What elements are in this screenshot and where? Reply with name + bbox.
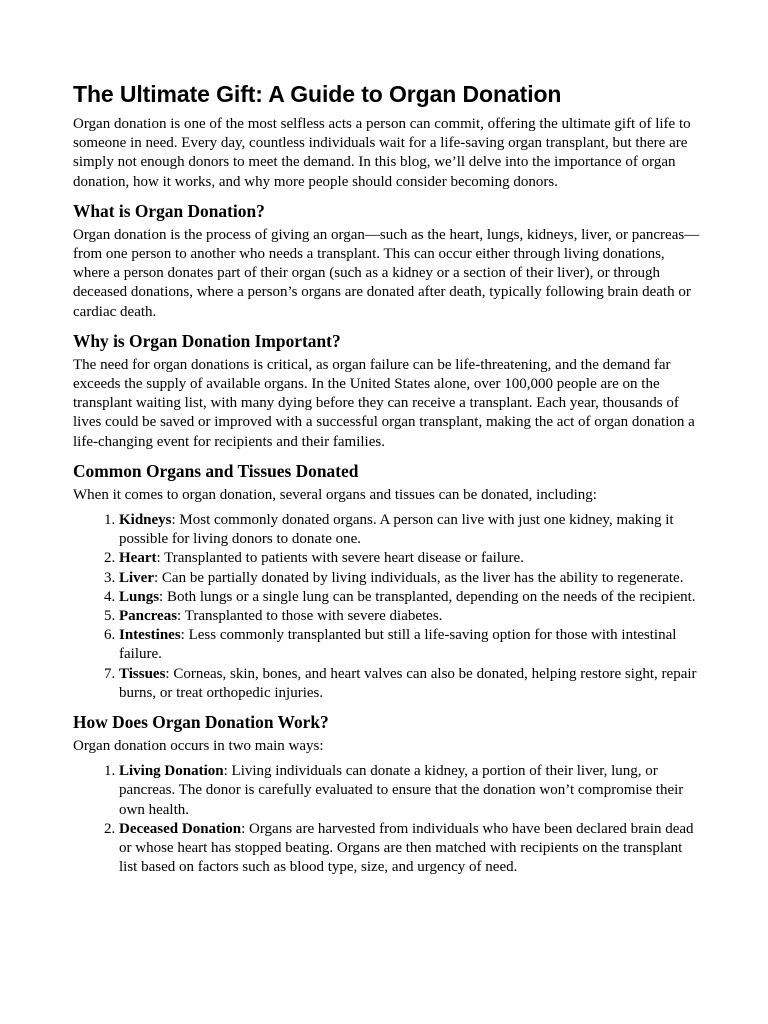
- section-heading-how: How Does Organ Donation Work?: [73, 712, 329, 733]
- list-item: [119, 665, 701, 703]
- list-item-desc: : Organs are harvested from individuals who have been declared brain dead or whose heart has stopped beating. Organs are then matched with recipients on the transplant list based on factors such as blood type, size, and urgency of need.: [119, 820, 694, 876]
- section-intro-common: When it comes to organ donation, several organs and tissues can be donated, including:: [73, 486, 597, 503]
- list-item-desc: : Corneas, skin, bones, and heart valves can also be donated, helping restore sight, repair burns, or treat orthopedic injuries.: [119, 665, 697, 701]
- article: [73, 80, 701, 884]
- list-item-term: Pancreas: [119, 608, 178, 625]
- list-item: [119, 762, 701, 820]
- list-item: [119, 588, 701, 607]
- list-item-desc: : Transplanted to those with severe diabetes.: [177, 608, 443, 625]
- page-title: The Ultimate Gift: A Guide to Organ Donation: [73, 81, 562, 107]
- section-body-what: Organ donation is the process of giving an organ—such as the heart, lungs, kidneys, liver, or pancreas—from one person to another who needs a transplant. This can occur either through living donations, where a person donates part of their organ (such as a kidney or a section of their liver), or through deceased donations, where a person’s organs are donated after death, typically following brain death or cardiac death.: [73, 226, 700, 320]
- list-item-term: Living Donation: [119, 763, 224, 780]
- list-item-desc: : Most commonly donated organs. A person can live with just one kidney, making it possible for living donors to donate one.: [119, 512, 674, 548]
- donation-types-list: [73, 762, 701, 877]
- section-body-why: The need for organ donations is critical, as organ failure can be life-threatening, and the demand far exceeds the supply of available organs. In the United States alone, over 100,000 people are on the transplant waiting list, with many dying before they can receive a transplant. Each year, thousands of lives could be saved or improved with a successful organ transplant, making the act of organ donation a life-changing event for recipients and their families.: [73, 356, 695, 450]
- section-heading-what: What is Organ Donation?: [73, 200, 265, 221]
- list-item-term: Liver: [119, 569, 154, 586]
- intro-paragraph: Organ donation is one of the most selfless acts a person can commit, offering the ultimate gift of life to someone in need. Every day, countless individuals wait for a life-saving organ transplant, but there are simply not enough donors to meet the demand. In this blog, we’ll delve into the importance of organ donation, how it works, and why more people should consider becoming donors.: [73, 116, 691, 190]
- section-intro-how: Organ donation occurs in two main ways:: [73, 738, 324, 755]
- list-item: [119, 549, 701, 568]
- list-item: [119, 626, 701, 664]
- list-item-desc: : Living individuals can donate a kidney, a portion of their liver, lung, or pancreas. The donor is carefully evaluated to ensure that the donation won’t compromise their own health.: [119, 763, 684, 818]
- list-item-desc: : Less commonly transplanted but still a life-saving option for those with intestinal failure.: [119, 627, 677, 663]
- list-item-desc: : Transplanted to patients with severe heart disease or failure.: [156, 550, 524, 567]
- section-heading-common: Common Organs and Tissues Donated: [73, 460, 359, 481]
- list-item-desc: : Both lungs or a single lung can be transplanted, depending on the needs of the recipient.: [159, 588, 696, 605]
- list-item-term: Lungs: [119, 588, 160, 605]
- list-item-term: Deceased Donation: [119, 820, 242, 837]
- list-item-desc: : Can be partially donated by living individuals, as the liver has the ability to regenerate.: [154, 569, 684, 586]
- list-item-term: Intestines: [119, 627, 181, 644]
- organs-list: [73, 511, 701, 703]
- list-item: [119, 820, 701, 878]
- list-item-term: Kidneys: [119, 512, 172, 529]
- list-item: [119, 607, 701, 626]
- list-item-term: Heart: [119, 550, 157, 567]
- section-heading-why: Why is Organ Donation Important?: [73, 330, 341, 351]
- list-item-term: Tissues: [119, 665, 166, 682]
- list-item: [119, 569, 701, 588]
- list-item: [119, 511, 701, 549]
